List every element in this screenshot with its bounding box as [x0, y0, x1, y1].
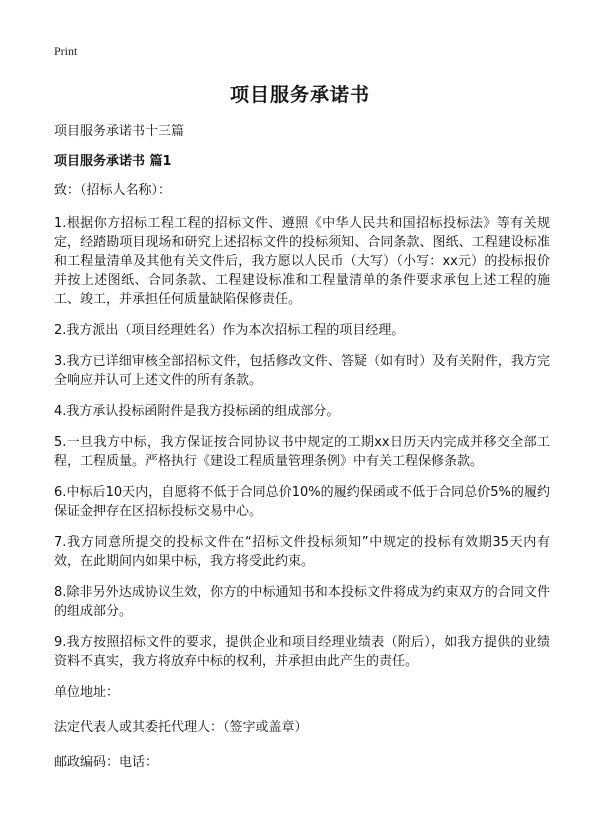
representative-line: 法定代表人或其委托代理人：（签字或盖章）	[54, 720, 308, 735]
document-body	[54, 181, 550, 788]
paragraph-2: 2.我方派出（项目经理姓名）作为本次招标工程的项目经理。	[54, 323, 405, 338]
print-label: Print	[54, 44, 78, 58]
paragraph-4: 4.我方承认投标函附件是我方投标函的组成部分。	[54, 404, 340, 419]
paragraph-5: 5.一旦我方中标，我方保证按合同协议书中规定的工期xx日历天内完成并移交全部工程，工程质量。严格执行《建设工程质量管理条例》中有关工程保修条款。	[54, 435, 550, 469]
section-heading: 项目服务承诺书 篇1	[54, 154, 172, 169]
postal-phone-line: 邮政编码：电话：	[54, 755, 159, 770]
paragraph-9: 9.我方按照招标文件的要求，提供企业和项目经理业绩表（附后），如我方提供的业绩资料不真实，我方将放弃中标的权利，并承担由此产生的责任。	[54, 635, 550, 669]
paragraph-1: 1.根据你方招标工程工程的招标文件、遵照《中华人民共和国招标投标法》等有关规定，经踏勘项目现场和研究上述招标文件的投标须知、合同条款、图纸、工程建设标准和工程量清单及其他有关文件后，我方愿以人民币（大写）（小写：xx元）的投标报价并按上述图纸、合同条款、工程建设标准和工程量清单的条件要求承包上述工程的施工、竣工，并承担任何质量缺陷保修责任。	[54, 216, 550, 307]
greeting-line: 致：（招标人名称）：	[54, 183, 172, 198]
paragraph-3: 3.我方已详细审核全部招标文件，包括修改文件、答疑（如有时）及有关附件，我方完全响应并认可上述文件的所有条款。	[54, 354, 550, 388]
paragraph-8: 8.除非另外达成协议生效，你方的中标通知书和本投标文件将成为约束双方的合同文件的组成部分。	[54, 585, 550, 619]
address-line: 单位地址：	[54, 685, 120, 700]
paragraph-7: 7.我方同意所提交的投标文件在“招标文件投标须知”中规定的投标有效期35天内有效，在此期间内如果中标，我方将受此约束。	[54, 535, 550, 569]
page-subtitle: 项目服务承诺书十三篇	[54, 124, 185, 139]
paragraph-6: 6.中标后10天内，自愿将不低于合同总价10%的履约保函或不低于合同总价5%的履约保证金押存在区招标投标交易中心。	[54, 485, 550, 519]
page-title: 项目服务承诺书	[229, 84, 370, 106]
